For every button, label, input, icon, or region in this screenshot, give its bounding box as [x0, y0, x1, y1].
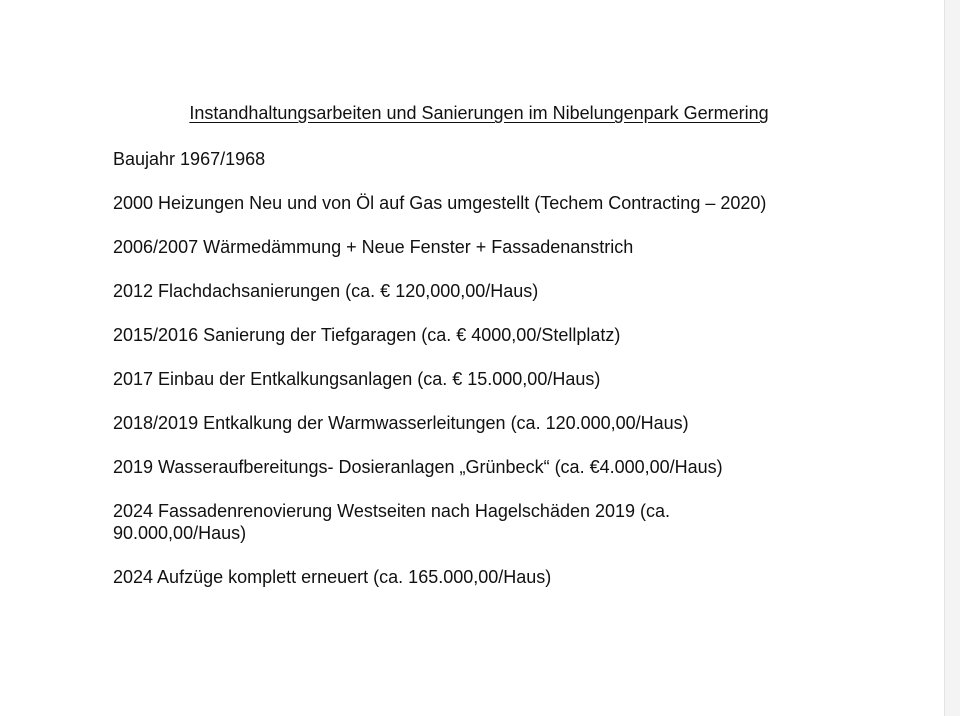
entry-2012-flachdach: 2012 Flachdachsanierungen (ca. € 120,000,00/Haus): [113, 281, 539, 301]
entry-baujahr: Baujahr 1967/1968: [113, 149, 266, 169]
entry-2024-aufzuege: 2024 Aufzüge komplett erneuert (ca. 165.000,00/Haus): [113, 567, 552, 587]
entry-2015-tiefgaragen: 2015/2016 Sanierung der Tiefgaragen (ca. € 4000,00/Stellplatz): [113, 325, 621, 345]
page-edge: [944, 0, 960, 716]
document-title: Instandhaltungsarbeiten und Sanierungen im Nibelungenpark Germering: [189, 103, 769, 123]
entry-2006-waermedaemmung: 2006/2007 Wärmedämmung + Neue Fenster + Fassadenanstrich: [113, 237, 634, 257]
entry-2019-dosieranlagen: 2019 Wasseraufbereitungs- Dosieranlagen „Grünbeck“ (ca. €4.000,00/Haus): [113, 457, 723, 477]
entry-2024-fassadenrenovierung: 2024 Fassadenrenovierung Westseiten nach Hagelschäden 2019 (ca. 90.000,00/Haus): [113, 501, 671, 543]
entry-2017-entkalkungsanlagen: 2017 Einbau der Entkalkungsanlagen (ca. € 15.000,00/Haus): [113, 369, 601, 389]
entry-list: [113, 148, 767, 610]
entry-2018-warmwasserleitungen: 2018/2019 Entkalkung der Warmwasserleitungen (ca. 120.000,00/Haus): [113, 413, 689, 433]
entry-2000-heizungen: 2000 Heizungen Neu und von Öl auf Gas umgestellt (Techem Contracting – 2020): [113, 193, 767, 213]
